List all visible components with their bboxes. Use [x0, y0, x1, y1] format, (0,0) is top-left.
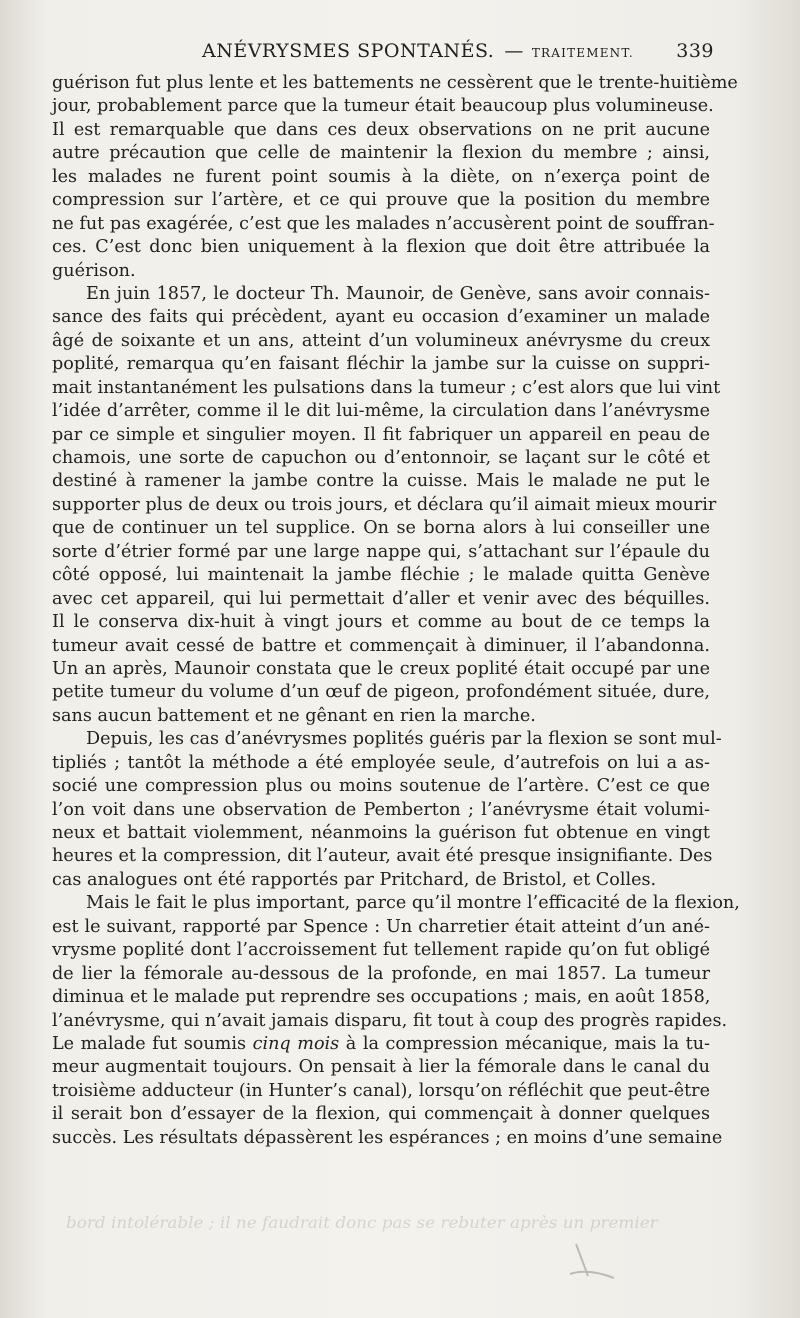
text-line: côté opposé, lui maintenait la jambe fléchie ; le malade quitta Genève	[52, 565, 710, 586]
text-line: succès. Les résultats dépassèrent les espérances ; en moins d’une semaine	[52, 1127, 723, 1148]
page-number: 339	[676, 40, 714, 62]
text-line: petite tumeur du volume d’un œuf de pigeon, profondément située, dure,	[52, 682, 710, 703]
text-line: est le suivant, rapporté par Spence : Un charretier était atteint d’un ané-	[52, 916, 710, 937]
text-line: ne fut pas exagérée, c’est que les malades n’accusèrent point de souffran-	[52, 213, 715, 234]
text-line: Depuis, les cas d’anévrysmes poplités guéris par la flexion se sont mul-	[86, 729, 722, 750]
text-line: Il le conserva dix-huit à vingt jours et comme au bout de ce temps la	[52, 612, 710, 633]
text-line: socié une compression plus ou moins soutenue de l’artère. C’est ce que	[52, 776, 710, 797]
running-title	[202, 40, 634, 62]
text-line: jour, probablement parce que la tumeur était beaucoup plus volumineuse.	[52, 96, 714, 117]
text-line: Le malade fut soumis cinq mois à la compression mécanique, mais la tu-	[52, 1033, 710, 1054]
text-line: que de continuer un tel supplice. On se borna alors à lui conseiller une	[52, 518, 710, 539]
running-header	[52, 40, 714, 66]
text-line: l’idée d’arrêter, comme il le dit lui-même, la circulation dans l’anévrysme	[52, 401, 710, 422]
text-line: de lier la fémorale au-dessous de la profonde, en mai 1857. La tumeur	[52, 963, 710, 984]
bleed-through-text: bord intolérable ; il ne faudrait donc pas se rebuter après un premier	[66, 1213, 658, 1232]
emphasis: cinq mois	[252, 1033, 340, 1054]
header-subtitle: TRAITEMENT.	[531, 46, 634, 60]
text-line: ces. C’est donc bien uniquement à la flexion que doit être attribuée la	[52, 237, 710, 258]
text-line: mait instantanément les pulsations dans la tumeur ; c’est alors que lui vint	[52, 377, 721, 398]
text-line: l’on voit dans une observation de Pemberton ; l’anévrysme était volumi-	[52, 799, 710, 820]
text-line: neux et battait violemment, néanmoins la guérison fut obtenue en vingt	[52, 823, 710, 843]
pencil-mark	[566, 1238, 618, 1286]
text-line: diminua et le malade put reprendre ses occupations ; mais, en août 1858,	[52, 987, 711, 1008]
header-separator: —	[504, 40, 524, 62]
header-title: ANÉVRYSMES SPONTANÉS.	[202, 40, 495, 62]
text-line: tipliés ; tantôt la méthode a été employée seule, d’autrefois on lui a as-	[52, 752, 710, 773]
body-text	[52, 72, 740, 1150]
text-line: autre précaution que celle de maintenir la flexion du membre ; ainsi,	[52, 143, 710, 164]
text-line: guérison fut plus lente et les battements ne cessèrent que le trente-huitième	[52, 73, 738, 93]
text-line: sans aucun battement et ne gênant en rien la marche.	[52, 705, 536, 726]
text-line: sorte d’étrier formé par une large nappe qui, s’attachant sur l’épaule du	[52, 541, 710, 562]
text-line: cas analogues ont été rapportés par Pritchard, de Bristol, et Colles.	[52, 869, 657, 890]
text-line: l’anévrysme, qui n’avait jamais disparu, fit tout à coup des progrès rapides.	[52, 1010, 728, 1031]
text-line: supporter plus de deux ou trois jours, et déclara qu’il aimait mieux mourir	[52, 494, 717, 515]
text-line: vrysme poplité dont l’accroissement fut tellement rapide qu’on fut obligé	[52, 940, 710, 961]
text-line: Mais le fait le plus important, parce qu’il montre l’efficacité de la flexion,	[86, 893, 740, 914]
text-line: sance des faits qui précèdent, ayant eu occasion d’examiner un malade	[52, 307, 710, 328]
text-line: âgé de soixante et un ans, atteint d’un volumineux anévrysme du creux	[52, 330, 710, 351]
text-line: compression sur l’artère, et ce qui prouve que la position du membre	[52, 190, 710, 211]
text-line: il serait bon d’essayer de la flexion, qui commençait à donner quelques	[52, 1104, 710, 1125]
text-line: par ce simple et singulier moyen. Il fit fabriquer un appareil en peau de	[52, 424, 710, 445]
text-line: les malades ne furent point soumis à la diète, on n’exerça point de	[52, 166, 710, 187]
text-line: heures et la compression, dit l’auteur, avait été presque insignifiante. Des	[52, 846, 713, 867]
text-line: En juin 1857, le docteur Th. Maunoir, de Genève, sans avoir connais-	[86, 283, 710, 304]
text-line: tumeur avait cessé de battre et commençait à diminuer, il l’abandonna.	[52, 635, 710, 656]
text-line: troisième adducteur (in Hunter’s canal), lorsqu’on réfléchit que peut-être	[52, 1080, 710, 1101]
text-line: destiné à ramener la jambe contre la cuisse. Mais le malade ne put le	[52, 471, 710, 492]
text-line: meur augmentait toujours. On pensait à lier la fémorale dans le canal du	[52, 1057, 710, 1078]
text-line: poplité, remarqua qu’en faisant fléchir la jambe sur la cuisse on suppri-	[52, 354, 710, 375]
text-line: Un an après, Maunoir constata que le creux poplité était occupé par une	[52, 658, 710, 679]
text-line: avec cet appareil, qui lui permettait d’aller et venir avec des béquilles.	[52, 588, 710, 609]
text-line: Il est remarquable que dans ces deux observations on ne prit aucune	[52, 119, 710, 140]
text-line: guérison.	[52, 260, 136, 281]
text-line: chamois, une sorte de capuchon ou d’entonnoir, se laçant sur le côté et	[52, 448, 710, 468]
